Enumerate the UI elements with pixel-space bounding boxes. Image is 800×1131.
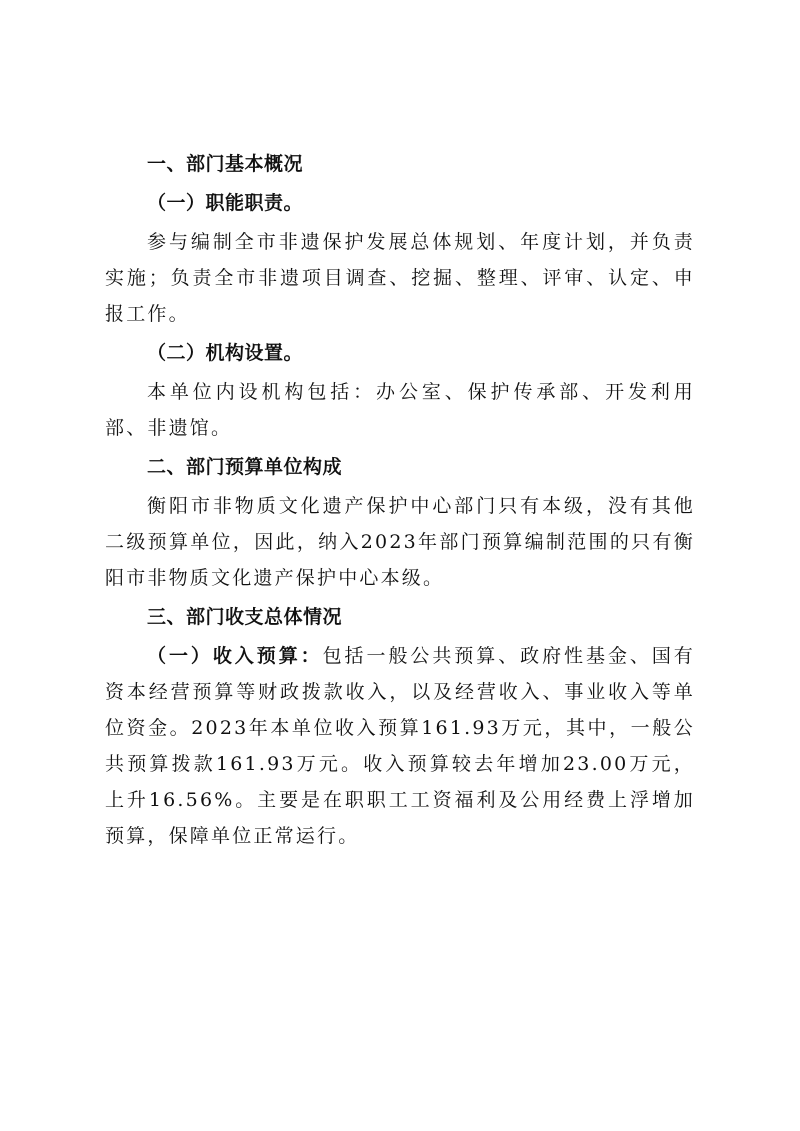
document-body bbox=[105, 146, 695, 854]
paragraph-budget-units: 衡阳市非物质文化遗产保护中心部门只有本级，没有其他二级预算单位，因此，纳入2023年部门预算编制范围的只有衡阳市非物质文化遗产保护中心本级。 bbox=[105, 495, 695, 589]
revenue-budget-lead: （一）收入预算： bbox=[147, 645, 323, 667]
revenue-budget-text: 包括一般公共预算、政府性基金、国有资本经营预算等财政拨款收入，以及经营收入、事业收入等单位资金。2023年本单位收入预算161.93万元，其中，一般公共预算拨款161.93万元。收入预算较去年增加23.00万元，上升16.56%。主要是在职职工工资福利及公用经费上浮增加预算，保障单位正常运行。 bbox=[105, 645, 695, 847]
paragraph-revenue-budget bbox=[105, 638, 695, 854]
section-heading-overview: 一、部门基本概况 bbox=[147, 153, 304, 175]
paragraph-organization: 本单位内设机构包括：办公室、保护传承部、开发利用部、非遗馆。 bbox=[105, 381, 695, 439]
subheading-functions: （一）职能职责。 bbox=[147, 192, 304, 214]
section-heading-revenue-expenditure: 三、部门收支总体情况 bbox=[147, 606, 343, 628]
paragraph-functions: 参与编制全市非遗保护发展总体规划、年度计划，并负责实施；负责全市非遗项目调查、挖掘、整理、评审、认定、申报工作。 bbox=[105, 231, 695, 325]
section-heading-budget-units: 二、部门预算单位构成 bbox=[147, 456, 343, 478]
subheading-organization: （二）机构设置。 bbox=[147, 342, 304, 364]
